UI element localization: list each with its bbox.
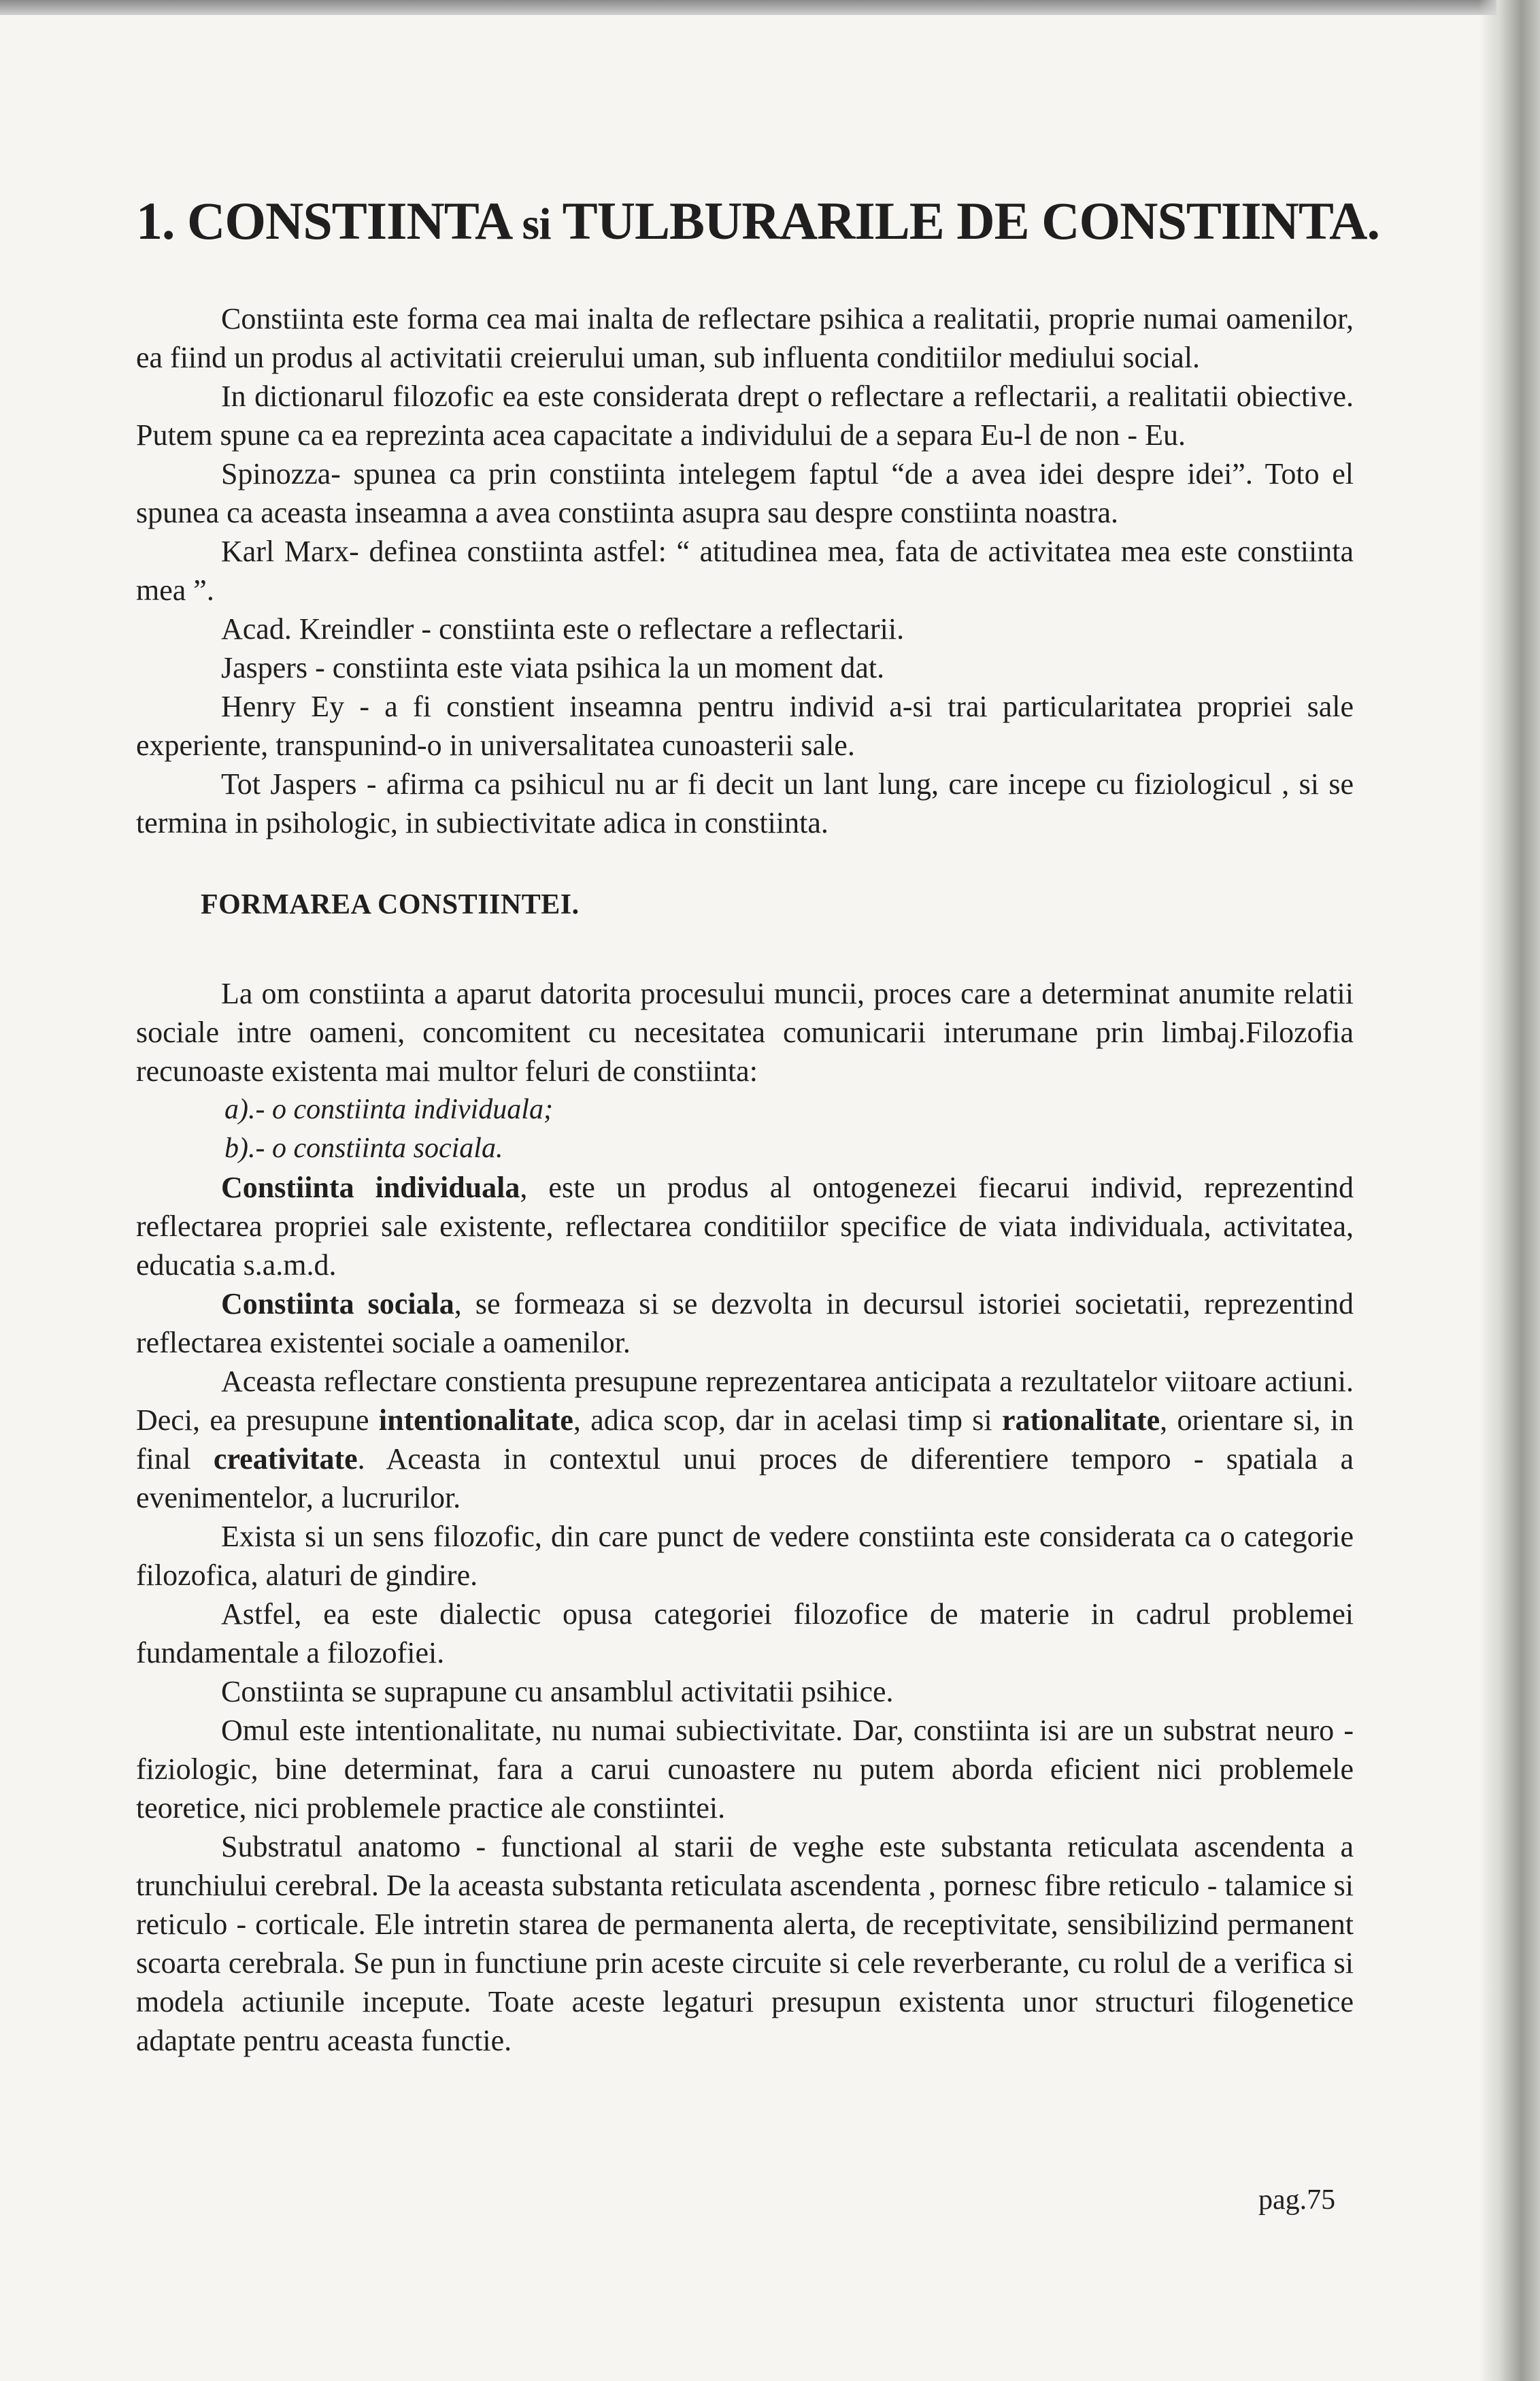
document-page (136, 190, 1379, 2060)
reflection-text-1: Aceasta reflectare constienta presupune reprezentarea anticipata a rezultatelor viitoare actiuni. Deci, ea presupune (136, 1365, 1354, 1437)
paragraph-jaspers: Jaspers - constiinta este viata psihica la un moment dat. (221, 651, 885, 684)
paragraph-overlap: Constiinta se suprapune cu ansamblul activitatii psihice. (221, 1675, 894, 1708)
page-title (136, 190, 1379, 252)
paragraph-jaspers-2: Tot Jaspers - afirma ca psihicul nu ar fi decit un lant lung, care incepe cu fiziologicul , si se termina in psihologic, in subiectivitate adica in constiinta. (136, 767, 1354, 839)
paragraph-definition: Constiinta este forma cea mai inalta de reflectare psihica a realitatii, proprie numai oamenilor, ea fiind un produs al activitatii creierului uman, sub influenta conditiilor mediului social. (136, 302, 1354, 374)
reflection-text-3: , orientare si, in final (136, 1403, 1354, 1476)
paragraph-spinozza: Spinozza- spunea ca prin constiinta intelegem faptul “de a avea idei despre idei”. Toto el spunea ca aceasta inseamna a avea constiinta asupra sau despre constiinta noastra. (136, 457, 1354, 529)
paragraph-individual (136, 1168, 1354, 1284)
text-individual: , este un produs al ontogenezei fiecarui individ, reprezentind reflectarea propriei sale existente, reflectarea conditiilor specifice de viata individuala, activitatea, educatia s.a.m.d. (136, 1171, 1354, 1282)
section-heading: FORMAREA CONSTIINTEI. (201, 889, 580, 920)
book-spine-shadow (1479, 0, 1540, 2381)
term-social: Constiinta sociala (221, 1287, 454, 1320)
title-part2: si (522, 199, 551, 249)
title-part3: TULBURARILE DE CONSTIINTA. (562, 191, 1379, 250)
paragraph-philosophical: Exista si un sens filozofic, din care punct de vedere constiinta este considerata ca o categorie filozofica, alaturi de gindire. (136, 1520, 1354, 1592)
intro-section (136, 299, 1354, 842)
paragraph-marx: Karl Marx- definea constiinta astfel: “ atitudinea mea, fata de activitatea mea este constiinta mea ”. (136, 535, 1354, 607)
formation-section (136, 974, 1354, 2060)
paragraph-substrate: Substratul anatomo - functional al starii de veghe este substanta reticulata ascendenta a trunchiului cerebral. De la aceasta substanta reticulata ascendenta , pornesc fibre reticulo - talamice si reticulo - corticale. Ele intretin starea de permanenta alerta, de receptivitate, sensibilizind permanent scoarta cerebrala. Se pun in functiune prin aceste circuite si cele reverberante, cu rolul de a verifica si modela actiunile incepute. Toate aceste legaturi presupun existenta unor structuri filogenetice adaptate pentru aceasta functie. (136, 1830, 1354, 2057)
text-social: , se formeaza si se dezvolta in decursul istoriei societatii, reprezentind reflectarea existentei sociale a oamenilor. (136, 1287, 1354, 1359)
reflection-text-2: , adica scop, dar in acelasi timp si (573, 1403, 1002, 1437)
paragraph-intentionality: Omul este intentionalitate, nu numai subiectivitate. Dar, constiinta isi are un substrat neuro - fiziologic, bine determinat, fara a carui cunoastere nu putem aborda eficient nici problemele teoretice, nici problemele practice ale constiintei. (136, 1714, 1354, 1825)
page-number: pag.75 (1258, 2184, 1336, 2216)
title-part1: CONSTIINTA (187, 191, 510, 250)
list-item-social: b).- o constiinta sociala. (224, 1133, 503, 1164)
list-item-individual: a).- o constiinta individuala; (224, 1094, 553, 1125)
paragraph-formation-intro: La om constiinta a aparut datorita procesului muncii, proces care a determinat anumite relatii sociale intre oameni, concomitent cu necesitatea comunicarii interumane prin limbaj.Filozofia recunoaste existenta mai multor feluri de constiinta: (136, 977, 1354, 1088)
paragraph-kreindler: Acad. Kreindler - constiinta este o reflectare a reflectarii. (221, 612, 905, 646)
scan-top-edge (0, 0, 1496, 15)
paragraph-henry-ey: Henry Ey - a fi constient inseamna pentru individ a-si trai particularitatea propriei sale experiente, transpunind-o in universalitatea cunoasterii sale. (136, 690, 1354, 762)
term-individual: Constiinta individuala (221, 1171, 520, 1204)
term-rationalitate: rationalitate (1001, 1403, 1160, 1437)
title-number: 1. (136, 191, 175, 250)
paragraph-social (136, 1284, 1354, 1362)
reflection-text-4: . Aceasta in contextul unui proces de diferentiere temporo - spatiala a evenimentelor, a lucrurilor. (136, 1442, 1354, 1514)
paragraph-dictionary: In dictionarul filozofic ea este considerata drept o reflectare a reflectarii, a realitatii obiective. Putem spune ca ea reprezinta acea capacitate a individului de a separa Eu-l de non - Eu. (136, 380, 1354, 452)
paragraph-dialectic: Astfel, ea este dialectic opusa categoriei filozofice de materie in cadrul problemei fundamentale a filozofiei. (136, 1597, 1354, 1669)
paragraph-reflection (136, 1362, 1354, 1517)
term-creativitate: creativitate (213, 1442, 358, 1476)
term-intentionalitate: intentionalitate (378, 1403, 573, 1437)
